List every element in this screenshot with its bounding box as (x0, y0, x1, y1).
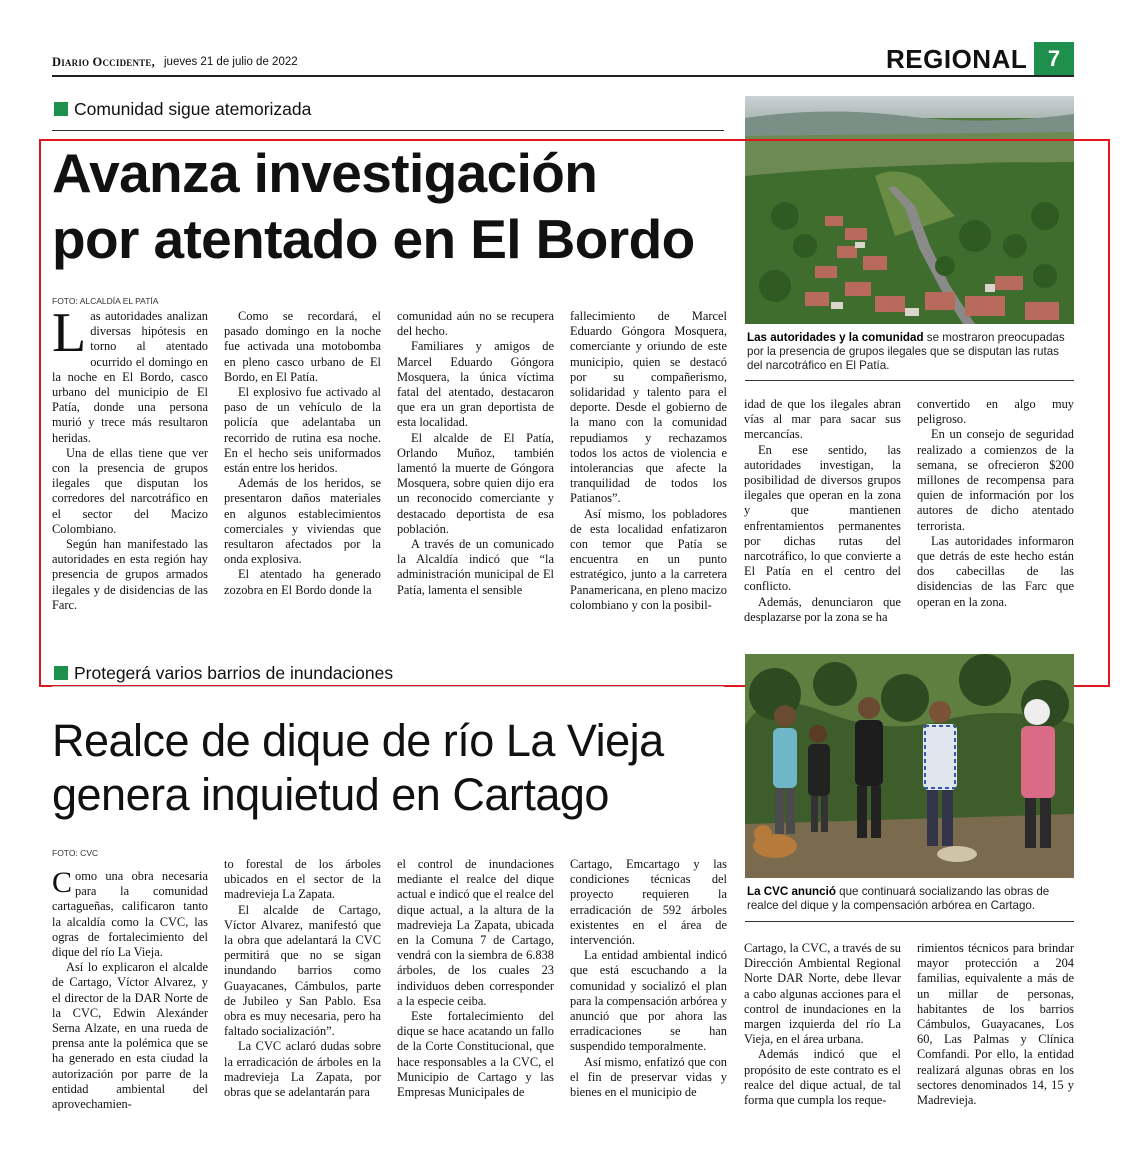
article1-col4-para1: fallecimiento de Marcel Eduardo Góngora Mosquera, comerciante y oriundo de este municipio, quien se destacó por su compañerismo, solidaridad y talento para el deporte. Desde el gobierno de la mano con la comunidad repudiamos y rechazamos todos los actos de violencia e intolerancias que afecte la tranquilidad de todos los Patianos”. (570, 309, 727, 506)
article2-kicker-text: Protegerá varios barrios de inundaciones (74, 663, 394, 683)
article2-col4-para2: La entidad ambiental indicó que está escuchando a la comunidad y socializó el plan para la compensación arbórea y anunció que por ahora las erradicaciones se han suspendido temporalmente. (570, 948, 727, 1054)
article2-col6-para1: rimientos técnicos para brindar mayor protección a 204 familias, equivalente a más de un millar de personas, habitantes de los barrios Cámbulos, Guayacanes, Los 60, Las Palmas y Clínica Comfandi. Por ello, la entidad realizará algunas obras en los sectores denominados 14, 15 y Madrevieja. (917, 941, 1074, 1108)
article2-headline-line2: genera inquietud en Cartago (52, 769, 609, 820)
article1-col6-para2: En un consejo de seguridad realizado a comienzos de la semana, se ofrecieron $200 millones de recompensa para quien de información por los autores de dicho atentado terrorista. (917, 427, 1074, 533)
article1-kicker (54, 99, 311, 120)
article1-headline-line1: Avanza investigación (52, 142, 598, 204)
article1-col1-para2: Una de ellas tiene que ver con la presencia de grupos ilegales que disputan los corredores del narcotráfico en el sector del Macizo Colombiano. (52, 445, 208, 536)
article2-col4-para3: Así mismo, enfatizó que con el fin de preservar vidas y bienes en el municipio de (570, 1054, 727, 1100)
issue-date: jueves 21 de julio de 2022 (164, 56, 298, 68)
article1-caption-text: se mostraron preocupadas por la presencia de grupos ilegales que se disputan las rutas del narcotráfico en El Patía. (747, 331, 1065, 372)
kicker-square-icon (54, 666, 68, 680)
article2-photo-caption (747, 885, 1073, 913)
people-meeting-photo-icon (745, 654, 1074, 878)
article2-col5-para1: Cartago, la CVC, a través de su Dirección Ambiental Regional Norte DAR Norte, debe llevar a cabo algunas acciones para el control de inundaciones en la margen izquierda del río La Vieja, en el área urbana. (744, 941, 901, 1047)
article2-col5-para2: Además indicó que el propósito de este contrato es el realce del dique actual, de tal forma que cumpla los reque- (744, 1047, 901, 1108)
article1-col3-para4: A través de un comunicado la Alcaldía indicó que “la administración municipal de El Patía, lamenta el sensible (397, 537, 554, 597)
article2-col2-para1: to forestal de los árboles ubicados en el sector de la madrevieja La Zapata. (224, 857, 381, 902)
article1-col2-para2: El explosivo fue activado al paso de un vehículo de la policía que adelantaba un recorrido de rutina esa noche. En el hecho seis uniformados están entre los heridos. (224, 385, 381, 476)
article1-col4-para2: Así mismo, los pobladores de esta localidad enfatizaron con temor que Patía se encuentra en un punto estratégico, junto a la carretera Panamericana, en pleno macizo colombiano y con la posibil- (570, 506, 727, 612)
article1-col1-para3: Según han manifestado las autoridades en esta región hay presencia de grupos armados ilegales y de disidencias de las Farc. (52, 537, 208, 612)
article1-col2-para3: Además de los heridos, se presentaron daños materiales en algunos establecimientos comerciales y viviendas que resultaron afectados por la onda explosiva. (224, 476, 381, 567)
article1-col2-para1: Como se recordará, el pasado domingo en la noche fue activada una motobomba en pleno casco urbano de El Bordo, en El Patía. (224, 309, 381, 384)
article2-column-4 (570, 857, 727, 1129)
article2-col4-para1: Cartago, Emcartago y las condiciones técnicas del proyecto requieren la erradicación de 592 árboles existentes en el área de intervención. (570, 857, 727, 948)
article2-caption-text: que continuará socializando las obras de realce del dique y la compensación arbórea en Cartago. (747, 885, 1050, 912)
article2-column-2 (224, 857, 381, 1129)
article2-column-3 (397, 857, 554, 1129)
article1-col5-para2: En ese sentido, las autoridades investigan, la posibilidad de diversos grupos ilegales que operan en la zona y que mantienen enfrentamientos permanentes por dichas rutas del narcotráfico, lo que convierte a El Patía en el centro del conflicto. (744, 442, 901, 594)
kicker-square-icon (54, 102, 68, 116)
article1-kicker-text: Comunidad sigue atemorizada (74, 99, 312, 119)
article2-dropcap: C (52, 869, 73, 899)
article2-column-5 (744, 941, 901, 1129)
article1-headline-line2: por atentado en El Bordo (52, 208, 695, 270)
article2-caption-rule (745, 921, 1074, 922)
article2-kicker-rule (52, 686, 724, 687)
article2-column-6 (917, 941, 1074, 1129)
section-title: REGIONAL (886, 44, 1028, 74)
masthead-rule (52, 75, 1074, 77)
article2-col1-para2: Así lo explicaron el alcalde de Cartago, Víctor Alvarez, y el director de la DAR Norte de la CVC, Edwin Alexánder Serna Alzate, en una rueda de prensa ante la polémica que se ha generado en esta ciudad la autorización por parre de la entidad ambiental del aprovechamien- (52, 960, 208, 1112)
article2-col1-para1: Como una obra necesaria para la comunidad cartagueñas, calificaron tanto la alcaldía como la CVC, las ogras de fortalecimiento del dique del río La Vieja. (52, 869, 208, 960)
highlight-box (39, 139, 1110, 687)
article2-photo-credit: FOTO: CVC (52, 848, 99, 858)
article1-kicker-rule (52, 130, 724, 131)
article1-col2-para4: El atentado ha generado zozobra en El Bordo donde la (224, 567, 381, 597)
article2-headline (52, 714, 742, 822)
article1-col3-para1: comunidad aún no se recupera del hecho. (397, 309, 554, 339)
article2-kicker (54, 663, 393, 684)
article2-col3-para1: el control de inundaciones mediante el realce del dique actual e indicó que el realce del dique actual, a la altura de la madrevieja La Zapata, ubicada en la Comuna 7 de Cartago, vendrá con la siembra de 6.838 árboles, de los cuales 23 individuos deben corresponder a la especie ceiba. (397, 857, 554, 1008)
article2-col3-para2: Este fortalecimiento del dique se hace acatando un fallo de la Corte Constitucional, que hace responsables a la CVC, el Municipio de Cartago y las Empresas Municipales de (397, 1009, 554, 1100)
article1-col5-para3: Además, denunciaron que desplazarse por la zona se ha (744, 594, 901, 624)
article1-caption-bold: Las autoridades y la comunidad (747, 331, 924, 344)
article1-col6-para3: Las autoridades informaron que detrás de este hecho están dos cabecillas de las disidencias de las Farc que operan en la zona. (917, 533, 1074, 609)
article2-caption-bold: La CVC anunció (747, 885, 836, 898)
article1-col3-para2: Familiares y amigos de Marcel Eduardo Góngora Mosquera, la única víctima fatal del atentado, destacaron que era un gran deportista de esta localidad. (397, 339, 554, 430)
article2-headline-line1: Realce de dique de río La Vieja (52, 715, 664, 766)
page-number: 7 (1034, 42, 1074, 76)
article2-photo (745, 654, 1074, 878)
article1-col1-para1: Las autoridades analizan diversas hipótesis en torno al atentado ocurrido el domingo en la noche en El Bordo, casco urbano del municipio de El Patía, donde una persona murió y trece más resultaron heridas. (52, 309, 208, 445)
article2-col2-para2: El alcalde de Cartago, Víctor Alvarez, manifestó que la obra que adelantará la CVC permitirá que no se sigan inundando barrios como Guayacanes, Cámbulos, parte de Jubileo y San Pablo. Esa obra es muy necesaria, pero ha faltado socialización”. (224, 902, 381, 1039)
article1-dropcap: L (52, 309, 87, 364)
article1-col5-para1: idad de que los ilegales abran vías al mar para sacar sus mercancías. (744, 397, 901, 442)
article2-column-1 (52, 869, 208, 1129)
article1-col3-para3: El alcalde de El Patía, Orlando Muñoz, también lamentó la muerte de Góngora Mosquera, sobre quien dijo era un reconocido comerciante y destacado deportista de esa población. (397, 430, 554, 536)
masthead (52, 44, 1074, 76)
article1-col6-para1: convertido en algo muy peligroso. (917, 397, 1074, 427)
paper-name: Diario Occidente, (52, 55, 155, 69)
article1-photo-credit: FOTO: ALCALDÍA EL PATÍA (52, 296, 159, 306)
article2-col2-para3: La CVC aclaró dudas sobre la erradicación de árboles en la madrevieja La Zapata, por obras que se adelantarán para (224, 1039, 381, 1100)
